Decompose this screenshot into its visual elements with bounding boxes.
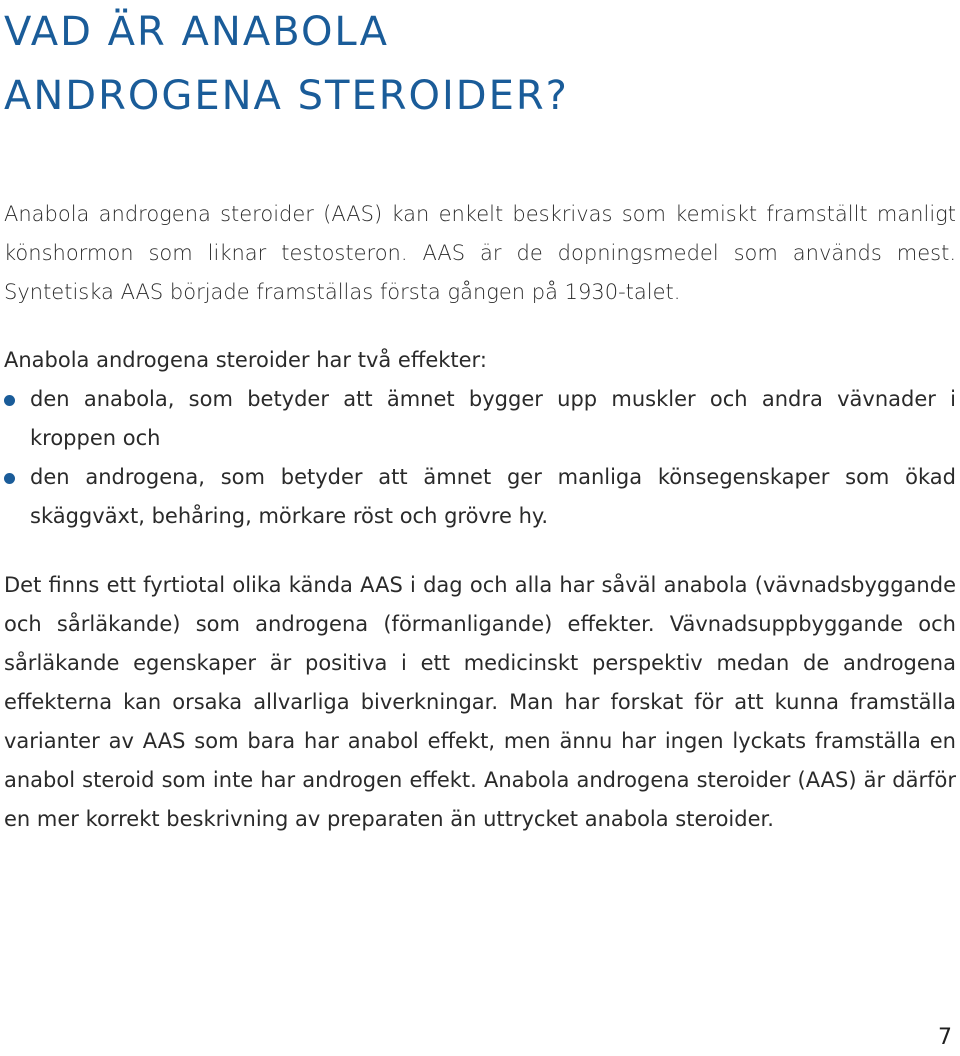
intro-paragraph: Anabola androgena steroider (AAS) kan enkelt beskrivas som kemiskt framställt manligt könshormon som liknar testosteron. AAS är de dopningsmedel som används mest. Syntetiska AAS började framställas första gången på 1930-talet.	[4, 202, 956, 304]
bullet-icon	[4, 395, 15, 406]
page-title-line-1: VAD ÄR ANABOLA	[4, 9, 389, 55]
list-item	[4, 380, 956, 458]
bullet-icon	[4, 473, 15, 484]
effects-intro: Anabola androgena steroider har två effekter:	[4, 348, 487, 372]
effect-anabolic-text: den anabola, som betyder att ämnet bygger upp muskler och andra vävnader i kroppen och	[30, 387, 956, 450]
list-item	[4, 458, 956, 536]
page-title	[4, 0, 904, 128]
page-title-line-2: ANDROGENA STEROIDER?	[4, 73, 569, 119]
effect-androgenic-text: den androgena, som betyder att ämnet ger manliga könsegenskaper som ökad skäggväxt, behåring, mörkare röst och grövre hy.	[30, 465, 956, 528]
body-paragraph: Det finns ett fyrtiotal olika kända AAS i dag och alla har såväl anabola (vävnadsbyggande och sårläkande) som androgena (förmanligande) effekter. Vävnadsuppbyggande och sårläkande egenskaper är positiva i ett medicinskt perspektiv medan de androgena effekterna kan orsaka allvarliga biverkningar. Man har forskat för att kunna framställa varianter av AAS som bara har anabol effekt, men ännu har ingen lyckats framställa en anabol steroid som inte har androgen effekt. Anabola androgena steroider (AAS) är därför en mer korrekt beskrivning av preparaten än uttrycket anabola steroider.	[4, 573, 956, 831]
page-number: 7	[938, 1025, 952, 1050]
effects-list	[4, 380, 956, 536]
